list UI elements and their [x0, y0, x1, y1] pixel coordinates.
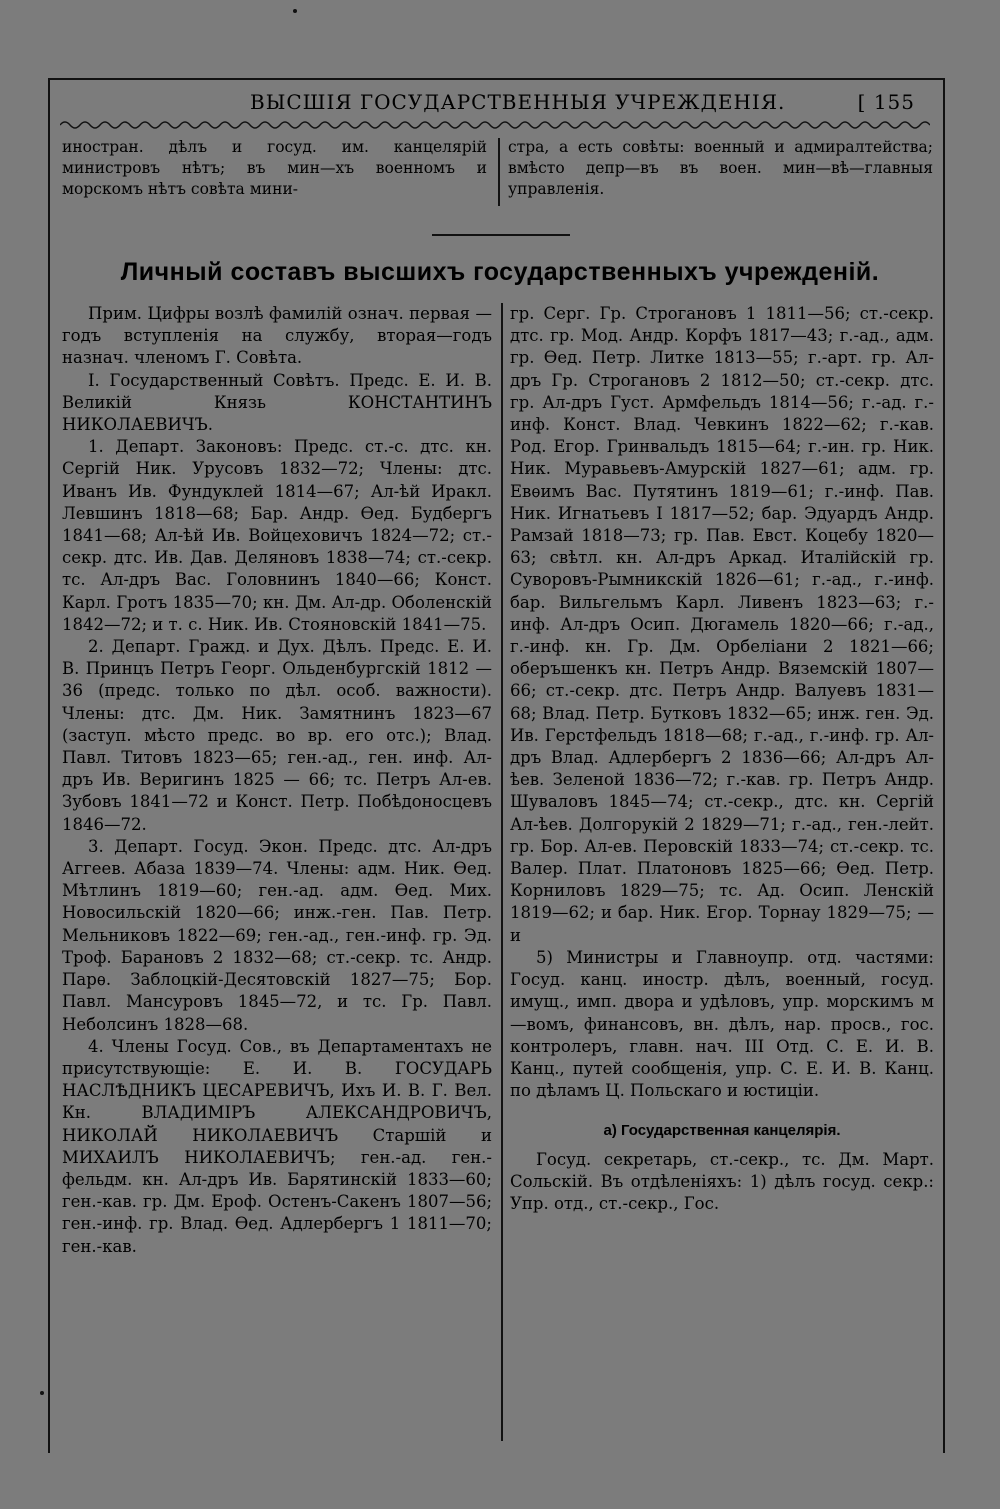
left-column: [62, 303, 492, 1258]
column-divider: [501, 303, 503, 1441]
top-column-divider: [498, 138, 500, 206]
dept-economy-paragraph: 3. Департ. Госуд. Экон. Предс. дтс. Ал-дръ Аггеев. Абаза 1839—74. Члены: адм. Ник. Ѳед. Мѣтлинъ 1819—60; ген.-ад. адм. Ѳед. Мих. Новосильскій 1820—66; инж.-ген. Пав. Петр. Мельниковъ 1822—69; ген.-ад., ген.-инф. гр. Эд. Троф. Барановъ 2 1832—68; ст.-секр. тс. Андр. Парѳ. Заблоцкій-Десятовскій 1827—75; Бор. Павл. Мансуровъ 1845—72, и тс. Гр. Павл. Неболсинъ 1828—68.: [62, 836, 492, 1034]
right-column: [510, 303, 934, 1215]
secretary-paragraph: Госуд. секретарь, ст.-секр., тс. Дм. Март. Сольскій. Въ отдѣленіяхъ: 1) дѣлъ госуд. секр.: Упр. отд., ст.-секр., Гос.: [510, 1149, 934, 1213]
members-paragraph: 4. Члены Госуд. Сов., въ Департаментахъ не присутствующіе: Е. И. В. ГОСУДАРЬ НАСЛѢДНИКЪ ЦЕСАРЕВИЧЪ, Ихъ И. В. Г. Вел. Кн. ВЛАДИМІРЪ АЛЕКСАНДРОВИЧЪ, НИКОЛАЙ НИКОЛАЕВИЧЪ Старшій и МИХАИЛЪ НИКОЛАЕВИЧЪ; ген.-ад. ген.-фельдм. кн. Ал-дръ Ив. Барятинскій 1833—60; ген.-кав. гр. Дм. Ероф. Остенъ-Сакенъ 1807—56; ген.-инф. гр. Влад. Ѳед. Адлербергъ 1 1811—70; ген.-кав.: [62, 1036, 492, 1256]
frame-top-rule: [48, 78, 945, 80]
section-title: Личный составъ высшихъ государственныхъ учрежденій.: [120, 258, 880, 286]
header-title: ВЫСШІЯ ГОСУДАРСТВЕННЫЯ УЧРЕЖДЕНІЯ.: [250, 90, 786, 114]
frame-left-rule: [48, 78, 50, 1453]
frame-right-rule: [943, 78, 945, 1453]
page-speck-left: [40, 1391, 44, 1395]
section-divider: [432, 234, 570, 236]
page-speck-top: [293, 9, 297, 13]
dept-civil-paragraph: 2. Департ. Гражд. и Дух. Дѣлъ. Предс. Е. И. В. Принцъ Петръ Георг. Ольденбургскій 1812 — 36 (предс. только по дѣл. особ. важности). Члены: дтс. Дм. Ник. Замятнинъ 1823—67 (заступ. мѣсто предс. во вр. его отс.); Влад. Павл. Титовъ 1823—65; ген.-ад., ген. инф. Ал-дръ Ив. Веригинъ 1825 — 66; тс. Петръ Ал-ев. Зубовъ 1841—72 и Конст. Петр. Побѣдоносцевъ 1846—72.: [62, 637, 492, 834]
subsection-heading: а) Государственная канцелярія.: [603, 1122, 841, 1140]
wavy-rule-ornament: [60, 118, 930, 132]
note-paragraph: Прим. Цифры возлѣ фамилій означ. первая — годъ вступленія на службу, вторая—годъ назнач. членомъ Г. Совѣта.: [62, 304, 492, 368]
ministers-paragraph: 5) Министры и Главноупр. отд. частями: Госуд. канц. иностр. дѣлъ, военный, госуд. имущ., имп. двора и удѣловъ, упр. морскимъ м—вомъ, финансовъ, вн. дѣлъ, нар. просв., гос. контролеръ, главн. нач. III Отд. С. Е. И. В. Канц., путей сообщенія, упр. С. Е. И. В. Канц. по дѣламъ Ц. Польскаго и юстиціи.: [510, 947, 934, 1101]
right-continuation-paragraph: гр. Серг. Гр. Строгановъ 1 1811—56; ст.-секр. дтс. гр. Мод. Андр. Корфъ 1817—43; г.-ад., адм. гр. Ѳед. Петр. Литке 1813—55; г.-арт. гр. Ал-дръ Гр. Строгановъ 2 1812—50; ст.-секр. дтс. гр. Ал-дръ Густ. Армфельдъ 1814—56; г.-ад. г.-инф. Конст. Влад. Чевкинъ 1822—62; г.-кав. Род. Егор. Гринвальдъ 1815—64; г.-ин. гр. Ник. Ник. Муравьевъ-Амурскій 1827—61; адм. гр. Евѳимъ Вас. Путятинъ 1819—61; г.-инф. Пав. Ник. Игнатьевъ I 1817—52; бар. Эдуардъ Андр. Рамзай 1818—73; гр. Пав. Евст. Коцебу 1820—63; свѣтл. кн. Ал-дръ Аркад. Италійскій гр. Суворовъ-Рымникскій 1826—61; г.-ад., г.-инф. бар. Вильгельмъ Карл. Ливенъ 1823—63; г.-инф. Ал-дръ Осип. Дюгамель 1820—66; г.-ад., г.-инф. кн. Гр. Дм. Орбеліани 2 1821—66; оберъшенкъ кн. Петръ Андр. Вяземскій 1807—66; ст.-секр. дтс. Петръ Андр. Валуевъ 1831—68; Влад. Петр. Бутковъ 1832—65; инж. ген. Эд. Ив. Герстфельдъ 1818—68; г.-ад., г.-инф. гр. Ал-дръ Влад. Адлербергъ 2 1836—66; Ал-дръ Ал-ѣев. Зеленой 1836—72; г.-кав. гр. Петръ Андр. Шуваловъ 1845—74; ст.-секр., дтс. кн. Сергій Ал-ѣев. Долгорукій 2 1829—71; г.-ад., ген.-лейт. гр. Бор. Ал-ев. Перовскій 1833—74; ст.-секр. тс. Валер. Плат. Платоновъ 1825—66; Ѳед. Петр. Корниловъ 1829—75; тс. Ад. Осип. Ленскій 1819—62; и бар. Ник. Егор. Торнау 1829—75; — и: [510, 304, 934, 945]
dept-laws-paragraph: 1. Департ. Законовъ: Предс. ст.-с. дтс. кн. Сергій Ник. Урусовъ 1832—72; Члены: дтс. Иванъ Ив. Фундуклей 1814—67; Ал-ѣй Иракл. Левшинъ 1818—68; Бар. Андр. Ѳед. Будбергъ 1841—68; Ал-ѣй Ив. Войцеховичъ 1824—72; ст.-секр. дтс. Ив. Дав. Деляновъ 1838—74; ст.-секр. тс. Ал-дръ Вас. Головнинъ 1840—66; Конст. Карл. Гротъ 1835—70; кн. Дм. Ал-др. Оболенскій 1842—72; и т. с. Ник. Ив. Стояновскій 1841—75.: [62, 437, 492, 634]
state-council-paragraph: I. Государственный Совѣтъ. Предс. Е. И. В. Великій Князь КОНСТАНТИНЪ НИКОЛАЕВИЧЪ.: [62, 370, 492, 435]
page-number: [ 155: [857, 90, 915, 114]
top-left-text: иностран. дѣлъ и госуд. им. канцелярій министровъ нѣтъ; въ мин—хъ военномъ и морскомъ нѣтъ совѣта мини-: [62, 138, 487, 198]
top-right-text: стра, а есть совѣты: военный и адмиралтейства; вмѣсто депр—въ въ воен. мин—вѣ—главныя управленія.: [508, 138, 933, 198]
